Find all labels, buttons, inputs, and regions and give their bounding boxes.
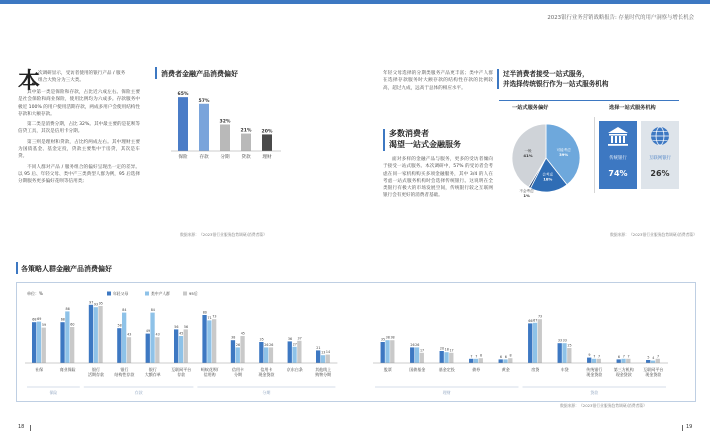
bottom-category-label: 车贷	[560, 367, 569, 372]
bottom-bar	[440, 351, 444, 363]
bottom-bar	[42, 328, 46, 363]
legend-swatch	[145, 292, 149, 296]
bottom-bar-value: 66	[528, 318, 533, 323]
bottom-bar	[98, 306, 102, 363]
paragraph-3: 第三则是理财和贷款，占比约两成左右。其中理财主要为国债基金、基金定投，贷款主要集中于房贷，其次是车贷。	[18, 139, 140, 160]
bottom-bar-value: 49	[145, 329, 151, 334]
bottom-bar-value: 13	[321, 350, 326, 355]
bottom-bar	[381, 342, 385, 363]
bottom-bar	[449, 353, 453, 363]
bottom-bar	[32, 322, 36, 363]
pie-slice-value: 41%	[523, 153, 533, 159]
chart1-category-label: 理财	[262, 155, 272, 160]
bottom-bar	[117, 328, 121, 363]
pie-slice-label: 可能考虑	[556, 147, 571, 152]
bottom-bar	[479, 358, 483, 363]
left-page-divider	[30, 425, 31, 431]
bottom-category-label: 商业保险	[59, 367, 76, 372]
bottom-bar-value: 56	[174, 324, 179, 329]
legend-label: 95后	[189, 291, 198, 296]
bottom-bar-value: 6	[499, 354, 503, 359]
bottom-bar	[89, 305, 93, 363]
intro-line-2: 组合大致分为三大类。	[38, 78, 84, 84]
bottom-bar-value: 7	[475, 354, 478, 359]
bottom-bar-value: 17	[449, 348, 454, 353]
bottom-title-bar	[16, 262, 18, 274]
middle-text	[383, 70, 493, 92]
section2-paragraph: 面对多样的金融产品与服务，更多的受访者倾向于接受一站式服务。本次调研中，57% 的受访者会考虑在同一家机构购买多项金融服务，其中 3/4 的人在考虑一站式服务机构时会选择传统银行。这说明在全类银行有极大的市场发展空间，传统银行较之互联网银行会有更好的消费者基础。	[383, 157, 493, 199]
top-accent-bar	[0, 0, 710, 4]
right-page-divider	[682, 425, 683, 431]
bottom-category-label: 蚂蚁花呗/	[200, 367, 219, 372]
chart1-bar	[241, 134, 251, 151]
bottom-bar-value: 37	[297, 336, 302, 341]
bottom-bar	[65, 311, 69, 363]
chart1-title: 消费者金融产品消费偏好	[161, 70, 238, 78]
left-body	[18, 89, 140, 186]
bottom-bar	[321, 355, 325, 363]
unit-label: 单位：%	[27, 291, 43, 296]
bottom-category-label: 分期	[234, 372, 242, 377]
bottom-bar	[37, 322, 41, 363]
bottom-title: 各策略人群金融产品消费偏好	[21, 265, 112, 273]
bottom-bar	[240, 336, 244, 363]
bottom-bar-value: 73	[212, 314, 217, 319]
pie-slice-value: 18%	[543, 176, 553, 182]
internet-bank-value: 26%	[650, 169, 670, 178]
chart1-value-label: 32%	[219, 119, 231, 125]
bottom-bar	[562, 343, 566, 363]
bottom-bar	[474, 359, 478, 363]
bottom-bar-value: 33	[557, 338, 563, 343]
bottom-bar	[567, 348, 571, 363]
chart1-value-label: 20%	[261, 129, 273, 135]
bottom-bar	[469, 359, 473, 363]
bottom-bar-value: 7	[656, 354, 660, 359]
bottom-bar	[207, 320, 211, 363]
right-panel-separator	[594, 117, 595, 193]
section2-title-bar	[383, 129, 385, 151]
bank-icon	[599, 121, 637, 155]
bottom-source: 数据来源：《2023银行业服务趋势调研/消费者篇》	[560, 403, 647, 408]
bottom-bar	[316, 350, 320, 363]
bottom-bar	[259, 342, 263, 363]
bottom-bar	[651, 361, 655, 363]
bottom-bar	[626, 359, 630, 363]
right-page-number: 19	[686, 424, 693, 430]
bottom-category-label: 股票	[383, 367, 392, 372]
globe-icon	[641, 121, 679, 155]
bottom-bar	[499, 359, 503, 363]
bottom-bar-value: 59	[41, 323, 47, 328]
bottom-category-label: 京东白条	[286, 367, 303, 372]
bottom-bar	[70, 327, 74, 363]
chart1-bar	[199, 104, 209, 151]
bottom-bar-value: 35	[259, 337, 264, 342]
legend-label: 类中产人群	[151, 291, 170, 296]
bottom-bar	[656, 359, 660, 363]
dropcap: 本	[18, 68, 41, 94]
bottom-bar-value: 17	[419, 348, 425, 353]
cards-subtitle: 选择一站式服务机构	[609, 105, 656, 111]
bottom-bar-value: 9	[588, 353, 591, 358]
bottom-bar-value: 5	[647, 355, 650, 360]
bottom-bar-value: 26	[235, 342, 241, 347]
bottom-bar	[202, 315, 206, 363]
bottom-category-label: 房贷	[531, 367, 540, 372]
bottom-bar-value: 18	[444, 347, 449, 352]
group-label: 理财	[442, 390, 451, 395]
pie-slice-value: 1%	[523, 192, 530, 198]
bottom-bar-value: 38	[390, 335, 395, 340]
bottom-category-label: 互联网平台	[643, 367, 664, 372]
paragraph-4: 不同人群对产品 / 服务组合的偏好呈现出一定的差异。以 95 后、年轻父母、类中产三类典型人群为例，95 后选择分期服务更多偏好花呗等信用类;	[18, 164, 140, 185]
chart1-svg	[165, 85, 285, 167]
paragraph-1: 其中第一类是保险和存款，占比近六成左右。保险主要是社会保险和商业保险，使用比例均为六成多。存款服务中极近 100% 的用户使用活期存款，两成多用户会使用结构性存款和大额存款。	[18, 90, 140, 117]
right-panel-title	[503, 69, 609, 89]
bottom-category-label: 购物分期	[315, 372, 332, 377]
chart1-bar	[178, 97, 188, 151]
bottom-bar	[533, 323, 537, 363]
bottom-bar-value: 6	[504, 354, 507, 359]
bottom-bar-value: 38	[385, 335, 390, 340]
bottom-bar-value: 71	[207, 315, 212, 320]
bottom-bar	[297, 341, 301, 363]
bottom-bar-value: 25	[567, 343, 572, 348]
bottom-category-label: 银行	[92, 367, 100, 372]
bottom-bar-value: 26	[415, 342, 420, 347]
bottom-category-label: 结构性存款	[114, 372, 135, 377]
bottom-category-label: 信用购	[203, 372, 216, 377]
bottom-bar	[597, 359, 601, 363]
bottom-bar-value: 27	[292, 342, 297, 347]
paragraph-2: 第二类是消费分期，占比 32%。其中最主要的是花呗等信贷工具，其次是信用卡分期。	[18, 122, 140, 135]
bottom-bar-value: 43	[155, 332, 160, 337]
bottom-bar	[292, 347, 296, 363]
chart1-category-label: 分期	[220, 155, 230, 160]
bottom-bar-value: 38	[231, 335, 236, 340]
bottom-bar	[503, 359, 507, 363]
bottom-bar-value: 45	[240, 331, 245, 336]
bottom-category-label: 大额存单	[144, 372, 161, 377]
bottom-bar	[508, 358, 512, 363]
bottom-category-label: 其他线上	[315, 367, 332, 372]
bottom-bar	[390, 340, 394, 363]
bottom-bar	[415, 347, 419, 363]
bottom-bar	[264, 347, 268, 363]
bottom-bar-value: 73	[537, 314, 543, 319]
bottom-category-label: 基金定投	[438, 367, 455, 372]
chart1-bar	[262, 134, 272, 151]
bottom-bar	[528, 323, 532, 363]
bottom-bar	[122, 313, 126, 363]
bottom-bar-value: 68	[60, 317, 65, 322]
bottom-category-label: 活期存款	[88, 372, 104, 377]
right-panel-title-bar	[497, 69, 499, 89]
intro-line-1: 次调研显示，受访者使用的银行产品 / 服务	[38, 71, 126, 76]
bottom-bar-value: 36	[287, 336, 293, 341]
pie-chart-svg	[506, 118, 586, 198]
bottom-bar-value: 97	[89, 300, 94, 305]
bottom-bar	[592, 359, 596, 363]
traditional-bank-label: 传统银行	[609, 156, 627, 161]
group-label: 存款	[134, 390, 143, 395]
bottom-bar-value: 6	[617, 354, 621, 359]
bottom-category-label: 信用卡	[260, 367, 273, 372]
report-header-title: 2023银行业务营销战略报告: 存量时代的用户洞察与增长机会	[547, 15, 694, 21]
bottom-bar-value: 69	[37, 317, 42, 322]
chart1-value-label: 21%	[240, 128, 252, 134]
bottom-bar	[179, 336, 183, 363]
bottom-bar-value: 33	[562, 338, 567, 343]
bottom-bar	[420, 353, 424, 363]
bottom-bar	[617, 359, 621, 363]
bottom-category-label: 传统银行	[586, 367, 603, 372]
bottom-bar-value: 20	[439, 346, 445, 351]
bottom-category-label: 现金贷款	[645, 372, 662, 377]
bottom-category-label: 社保	[35, 367, 44, 372]
internet-bank-label: 互联网银行	[649, 156, 671, 161]
bottom-bar	[174, 329, 178, 363]
bottom-bar-value: 35	[380, 337, 386, 342]
bottom-bar-value: 21	[316, 345, 321, 350]
bottom-bar-value: 80	[202, 310, 207, 315]
group-label: 分期	[262, 390, 271, 395]
intro-lines	[38, 70, 140, 85]
bottom-bar	[410, 347, 414, 363]
right-panel-title-line-2: 并选择传统银行作为一站式服务机构	[503, 80, 609, 88]
bottom-category-label: 银行	[120, 367, 129, 372]
bottom-bar	[288, 341, 292, 363]
bottom-category-label: 存款	[177, 372, 186, 377]
bottom-bar-value: 4	[652, 356, 655, 361]
bottom-bar-value: 8	[509, 353, 512, 358]
bottom-category-label: 现金贷款	[615, 372, 632, 377]
bottom-bar	[269, 347, 273, 363]
chart1-category-label: 贷款	[241, 155, 251, 160]
bottom-category-label: 互联网平台	[171, 367, 192, 372]
bottom-bar	[231, 340, 235, 363]
legend-label: 年轻父母	[113, 291, 129, 296]
bottom-category-label: 第三方机构	[613, 367, 634, 372]
bottom-bar-value: 93	[93, 302, 99, 307]
bottom-bar-value: 7	[597, 354, 601, 359]
bottom-bar	[150, 313, 154, 363]
group-label: 保险	[49, 390, 58, 395]
bottom-bar-value: 45	[179, 331, 184, 336]
bottom-category-label: 黄金	[501, 367, 510, 372]
bottom-bar-value: 14	[325, 350, 331, 355]
bottom-bar	[127, 337, 131, 363]
bottom-bar-value: 84	[122, 308, 127, 313]
bottom-category-label: 国债基金	[409, 367, 426, 372]
chart1-source: 数据来源：《2023银行业服务趋势调研/消费者篇》	[180, 232, 267, 237]
chart1-value-label: 57%	[198, 98, 210, 104]
bottom-bar	[60, 322, 64, 363]
bottom-bar-value: 67	[533, 318, 538, 323]
bottom-bar-value: 7	[627, 354, 630, 359]
traditional-bank-card	[599, 121, 637, 189]
chart1-title-bar	[155, 67, 157, 79]
chart1-category-label: 存款	[199, 155, 209, 160]
bottom-bar	[587, 358, 591, 363]
section2-title-line-2: 渴望一站式金融服务	[389, 140, 461, 149]
bottom-bar	[94, 307, 98, 363]
bottom-bar-value: 26	[410, 342, 415, 347]
bottom-bar	[621, 359, 625, 363]
section2-title-line-1: 多数消费者	[389, 129, 429, 138]
internet-bank-card	[641, 121, 679, 189]
bottom-category-label: 信用卡	[232, 367, 244, 372]
bottom-bar-value: 60	[70, 322, 75, 327]
bottom-bar	[236, 347, 240, 363]
bottom-bar	[146, 334, 150, 363]
bottom-bar-value: 43	[127, 332, 132, 337]
bottom-bar-value: 26	[264, 342, 269, 347]
middle-paragraph: 年轻父母选择的分期类服务产品更丰富；类中产人群在选择存款服务时大额存款的结构性存款的比例较高，超过九成，远高于总体的相应水平。	[383, 71, 493, 91]
chart1-category-label: 保险	[178, 155, 188, 160]
bottom-bar	[184, 329, 188, 363]
bottom-category-label: 现金贷款	[258, 372, 275, 377]
right-panel-source: 数据来源：《2023银行业服务趋势调研/消费者篇》	[610, 232, 697, 237]
chart1-value-label: 65%	[177, 92, 189, 98]
bottom-bar-value: 84	[150, 308, 155, 313]
bottom-bar-value: 7	[470, 354, 473, 359]
bottom-bar	[155, 337, 159, 363]
bottom-bar-value: 8	[479, 353, 483, 358]
right-panel-divider	[499, 100, 679, 101]
bottom-bar	[558, 343, 562, 363]
bottom-category-label: 债券	[472, 367, 481, 372]
bottom-bar	[212, 319, 216, 363]
pie-subtitle: 一站式服务偏好	[512, 105, 549, 111]
bottom-bar-value: 7	[622, 354, 625, 359]
right-panel-title-line-1: 过半消费者接受一站式服务，	[503, 70, 589, 78]
bottom-bar-value: 7	[593, 354, 596, 359]
bottom-bar	[444, 352, 448, 363]
bottom-bar-value: 56	[183, 324, 189, 329]
pie-slice-label: 会考虑	[542, 172, 554, 177]
bottom-bar	[385, 340, 389, 363]
bottom-bar-value: 86	[65, 306, 70, 311]
bottom-bar-value: 26	[269, 342, 274, 347]
left-page-number: 18	[18, 424, 25, 430]
bottom-bar	[646, 360, 650, 363]
legend-swatch	[183, 292, 187, 296]
bottom-bar-value: 58	[117, 323, 122, 328]
bottom-bar-value: 68	[32, 317, 37, 322]
bottom-bar	[538, 319, 542, 363]
bottom-bar-value: 95	[98, 301, 103, 306]
section2-title	[389, 128, 461, 150]
chart1-bar	[220, 124, 230, 151]
pie-slice-value: 39%	[559, 151, 569, 157]
bottom-category-label: 现金贷款	[586, 372, 603, 377]
bottom-category-label: 银行	[148, 367, 157, 372]
bottom-bar	[326, 355, 330, 363]
traditional-bank-value: 74%	[608, 169, 628, 178]
pie-slice-label: 不会考虑	[519, 188, 534, 193]
pie-slice-label: 一般	[524, 149, 532, 154]
legend-swatch	[107, 292, 111, 296]
bottom-chart-svg	[17, 283, 693, 399]
group-label: 贷款	[590, 390, 599, 395]
